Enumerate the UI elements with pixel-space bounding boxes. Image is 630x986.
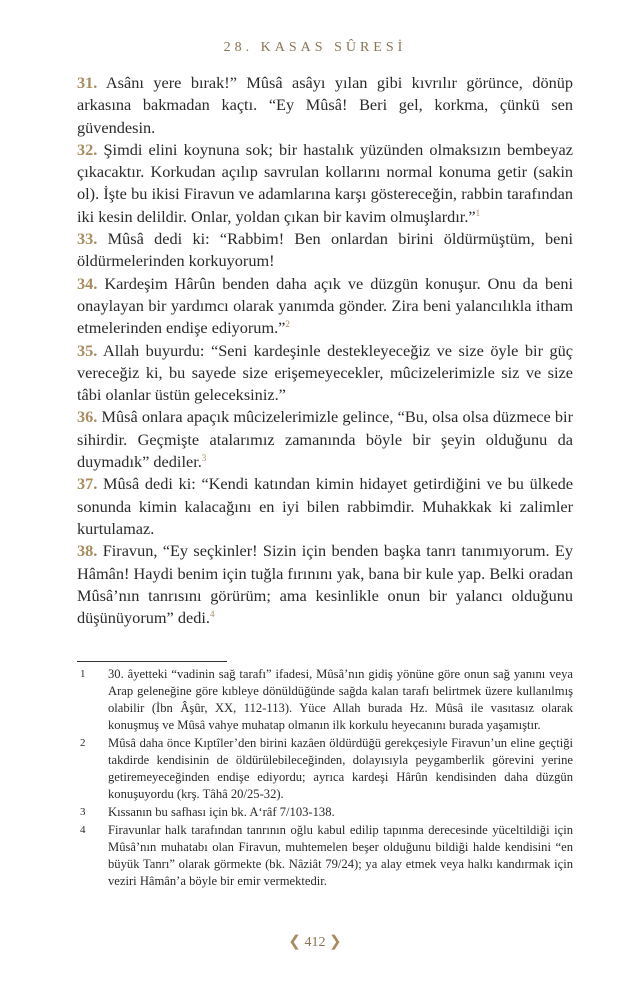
verse-number: 32.	[77, 139, 98, 159]
verse-text: Asânı yere bırak!” Mûsâ asâyı yılan gibi kıvrılır görünce, dönüp arkasına bakmadan kaçtı. “Ey Mûsâ! Beri gel, korkma, çünkü sen güvendesin.	[77, 73, 574, 137]
verse-number: 37.	[77, 474, 98, 494]
footnote-number: 2	[80, 737, 86, 749]
footnote-text: Kıssanın bu safhası için bk. A‘râf 7/103-138.	[108, 805, 335, 819]
page-number	[0, 932, 630, 951]
footnote-ref[interactable]: 4	[209, 609, 215, 620]
verse-text: Allah buyurdu: “Seni kardeşinle destekleyeceğiz ve size öyle bir güç vereceğiz ki, bu sayede size erişemeyecekler, mûcizelerimizle siz ve size tâbi olanlar üstün geleceksiniz.”	[77, 340, 574, 405]
verse-number: 34.	[77, 273, 98, 293]
footnote	[77, 804, 573, 821]
footnote	[77, 735, 573, 803]
verse-text: Şimdi elini koynuna sok; bir hastalık yüzünden olmaksızın bembeyaz çıkacaktır. Korkudan açılıp savrulan kollarını normal konuma getir (sakin ol). İşte bu ikisi Firavun ve adamlarına karşı göstereceğin, rabbin tarafından iki kesin delildir. Onlar, yoldan çıkan bir kavim olmuşlardır.”	[77, 139, 573, 226]
footnote-number: 4	[80, 824, 86, 836]
footnote	[77, 822, 573, 890]
verse-number: 38.	[77, 541, 98, 561]
verse-text: Mûsâ dedi ki: “Rabbim! Ben onlardan birini öldürmüştüm, beni öldürmelerinden korkuyorum!	[77, 229, 573, 271]
ornament-right-icon: ❯	[329, 934, 342, 950]
footnote	[77, 666, 573, 734]
footnote-text: 30. âyetteki “vadinin sağ tarafı” ifadesi, Mûsâ’nın gidiş yönüne göre onun sağ yanını veya Arap geleneğine göre kıbleye dönüldüğünde sağda kalan tarafı belirtmek üzere kullanılmış olabilir (İbn Âşûr, XX, 112-113). Yüce Allah burada Hz. Mûsâ ile vasıtasız olarak konuşmuş ve Mûsâ vahye muhatap olmanın ilk korkulu heyecanını burada yaşamıştır.	[108, 667, 573, 732]
verse	[77, 406, 573, 473]
verse-text: Mûsâ dedi ki: “Kendi katından kimin hidayet getirdiğini ve bu ülkede sonunda kimin kalacağını en iyi bilen rabbimdir. Muhakkak ki zalimler kurtulamaz.	[77, 474, 573, 538]
verse-list	[77, 72, 573, 629]
footnote-number: 1	[80, 668, 86, 680]
verse-text: Kardeşim Hârûn benden daha açık ve düzgün konuşur. Onu da beni onaylayan bir yardımcı olarak yanımda gönder. Zira beni yalancılıkla itham etmelerinden endişe ediyorum.”	[77, 273, 573, 338]
footnote-divider	[77, 661, 227, 662]
verse	[77, 273, 573, 340]
footnote-ref[interactable]: 1	[475, 207, 481, 218]
footnote-text: Firavunlar halk tarafından tanrının oğlu kabul edilip tapınma derecesinde yüceltildiği için Mûsâ’nın muhatabı olan Firavun, muhtemelen beşer olduğunu bildiği halde kendisini “en büyük Tanrı” olarak görmekte (bk. Nâziât 79/24); ya alay etmek veya halkı kandırmak için veziri Hâmân’a böyle bir emir vermektedir.	[108, 823, 573, 888]
footnote-text: Mûsâ daha önce Kıptîler’den birini kazâen öldürdüğü gerekçesiyle Firavun’un eline geçtiği takdirde kendisinin de öldürülebileceğinden, dolayısıyla peygamberlik görevini yerine getiremeyeceğinden endişe ediyordu; ayrıca kardeşi Hârûn kendisinden daha düzgün konuşuyordu (krş. Tâhâ 20/25-32).	[108, 736, 573, 801]
page-number-value: 412	[304, 935, 326, 950]
verse-number: 35.	[77, 340, 98, 360]
footnote-number: 3	[80, 806, 86, 818]
verse	[77, 340, 573, 407]
verse	[77, 473, 573, 540]
verse-number: 31.	[77, 73, 98, 92]
footnote-ref[interactable]: 2	[285, 319, 290, 330]
verse	[77, 139, 573, 228]
verse	[77, 228, 573, 273]
verse	[77, 72, 573, 139]
chapter-header: 28. KASAS SÛRESİ	[223, 40, 407, 55]
verse-number: 33.	[77, 229, 98, 249]
footnote-ref[interactable]: 3	[201, 453, 207, 464]
ornament-left-icon: ❮	[288, 934, 301, 950]
footnotes	[77, 666, 573, 891]
verse	[77, 540, 573, 629]
verse-number: 36.	[77, 407, 98, 427]
verse-text: Firavun, “Ey seçkinler! Sizin için benden başka tanrı tanımıyorum. Ey Hâmân! Haydi benim için tuğla fırınını yak, bana bir kule yap. Belki oradan Mûsâ’nın tanrısını görürüm; ama kesinlikle onun bir yalancı olduğunu düşünüyorum” dedi.	[77, 541, 573, 628]
verse-text: Mûsâ onlara apaçık mûcizelerimizle gelince, “Bu, olsa olsa düzmece bir sihirdir. Geçmişte atalarımız zamanında böyle bir şeyin olduğunu da duymadık” dediler.	[77, 407, 573, 472]
